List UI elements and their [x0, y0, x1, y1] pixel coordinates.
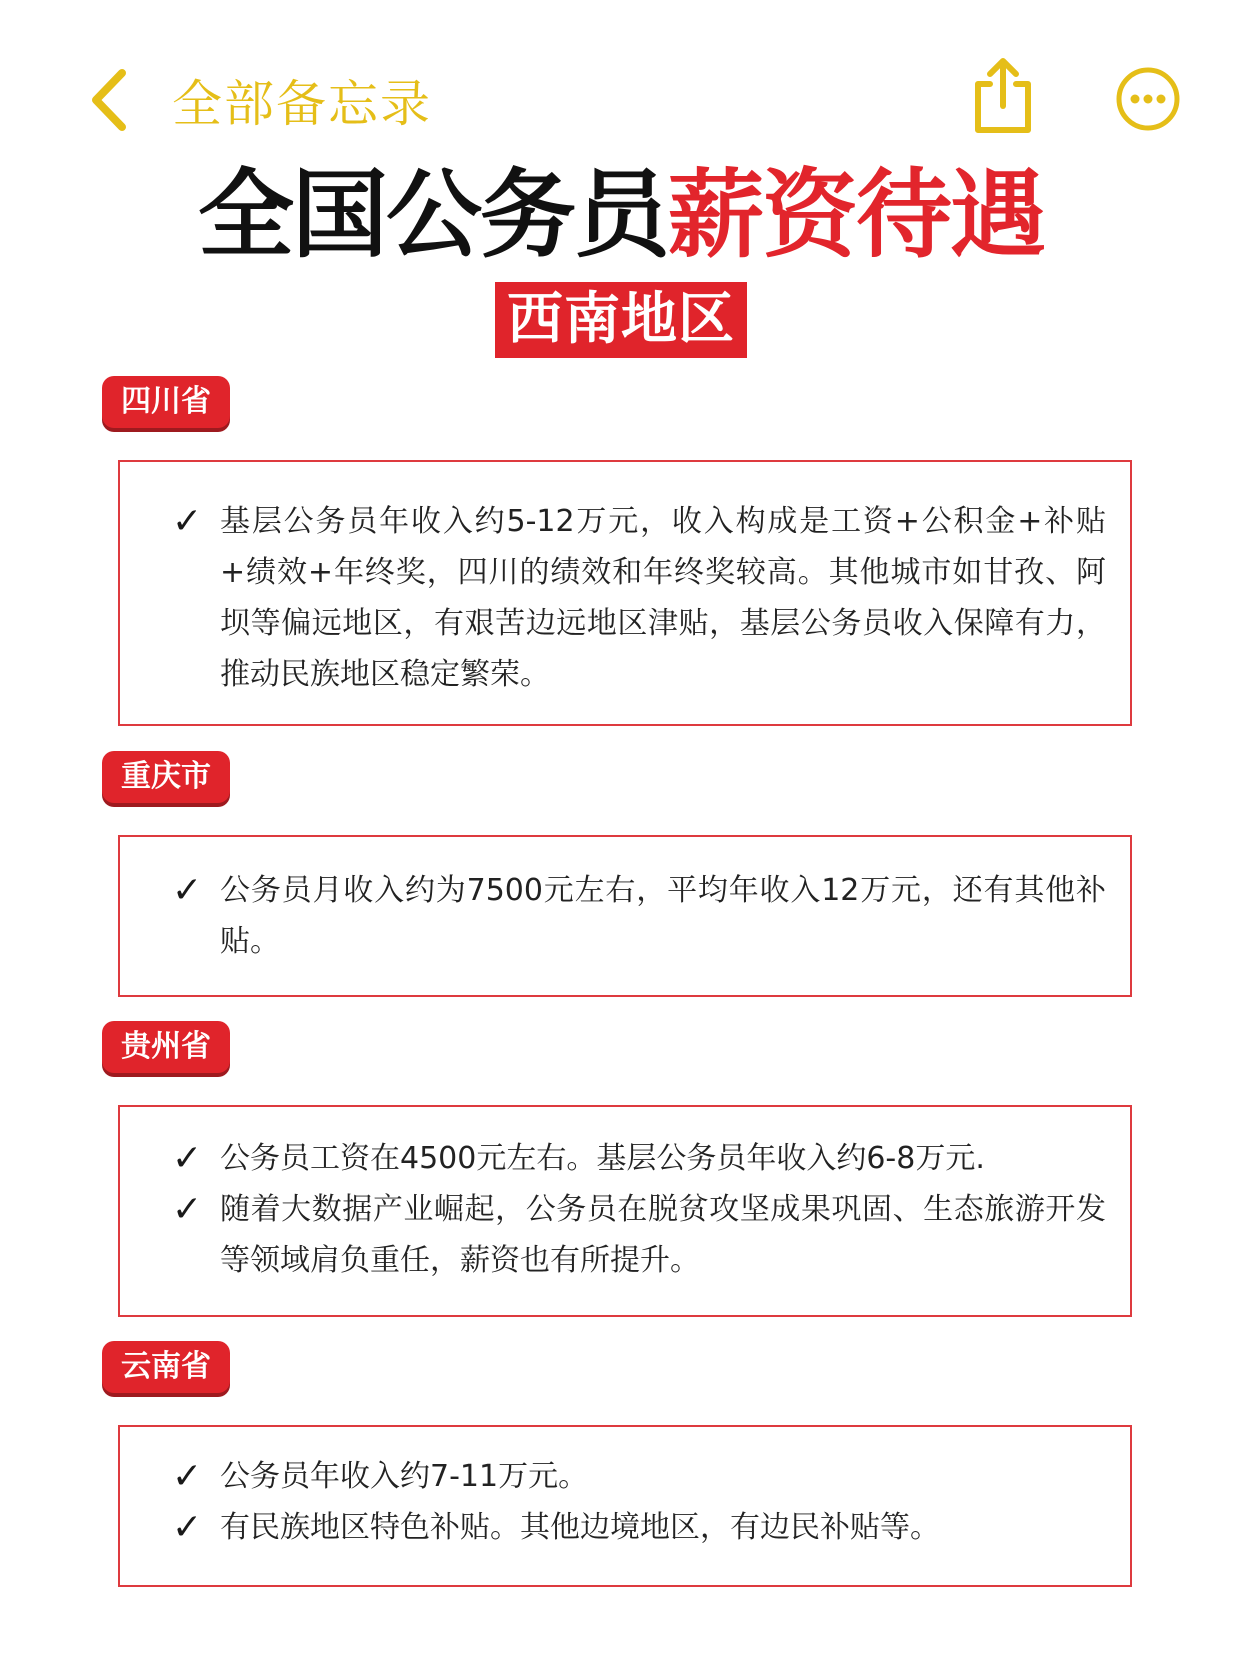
region-subtitle: 西南地区	[495, 282, 747, 358]
item-text: 公务员工资在4500元左右。基层公务员年收入约6-8万元.	[220, 1141, 985, 1176]
check-icon: ✓	[172, 501, 203, 542]
check-icon: ✓	[172, 1189, 203, 1230]
list-item	[172, 865, 1106, 967]
page-title	[0, 160, 1242, 270]
list-item	[172, 1184, 1106, 1286]
item-text: 公务员月收入约为7500元左右，平均年收入12万元，还有其他补贴。	[220, 873, 1106, 959]
section-tag-chongqing: 重庆市	[102, 751, 230, 803]
check-icon: ✓	[172, 1456, 203, 1497]
section-tag-yunnan: 云南省	[102, 1341, 230, 1393]
subtitle-wrap	[0, 282, 1242, 358]
more-icon[interactable]	[1115, 66, 1181, 132]
chevron-left-icon	[84, 65, 134, 135]
check-icon: ✓	[172, 870, 203, 911]
check-icon: ✓	[172, 1138, 203, 1179]
item-text: 公务员年收入约7-11万元。	[220, 1459, 589, 1494]
section-card-guizhou	[118, 1105, 1132, 1317]
section-card-sichuan	[118, 460, 1132, 726]
back-label: 全部备忘录	[172, 75, 432, 133]
section-tag-guizhou: 贵州省	[102, 1021, 230, 1073]
back-button[interactable]	[84, 60, 464, 140]
item-text: 基层公务员年收入约5-12万元，收入构成是工资+公积金+补贴+绩效+年终奖，四川的绩效和年终奖较高。其他城市如甘孜、阿坝等偏远地区，有艰苦边远地区津贴，基层公务员收入保障有力，推动民族地区稳定繁荣。	[220, 504, 1106, 692]
list-item	[172, 496, 1106, 700]
list-item	[172, 1133, 1106, 1184]
section-tag-sichuan: 四川省	[102, 376, 230, 428]
check-icon: ✓	[172, 1507, 203, 1548]
title-part-red: 薪资待遇	[668, 159, 1044, 271]
item-text: 有民族地区特色补贴。其他边境地区，有边民补贴等。	[220, 1510, 940, 1545]
list-item	[172, 1451, 1106, 1502]
item-text: 随着大数据产业崛起，公务员在脱贫攻坚成果巩固、生态旅游开发等领域肩负重任，薪资也有所提升。	[220, 1192, 1106, 1278]
title-part-black: 全国公务员	[198, 159, 668, 271]
section-card-chongqing	[118, 835, 1132, 997]
section-card-yunnan	[118, 1425, 1132, 1587]
list-item	[172, 1502, 1106, 1553]
share-icon[interactable]	[968, 56, 1038, 136]
